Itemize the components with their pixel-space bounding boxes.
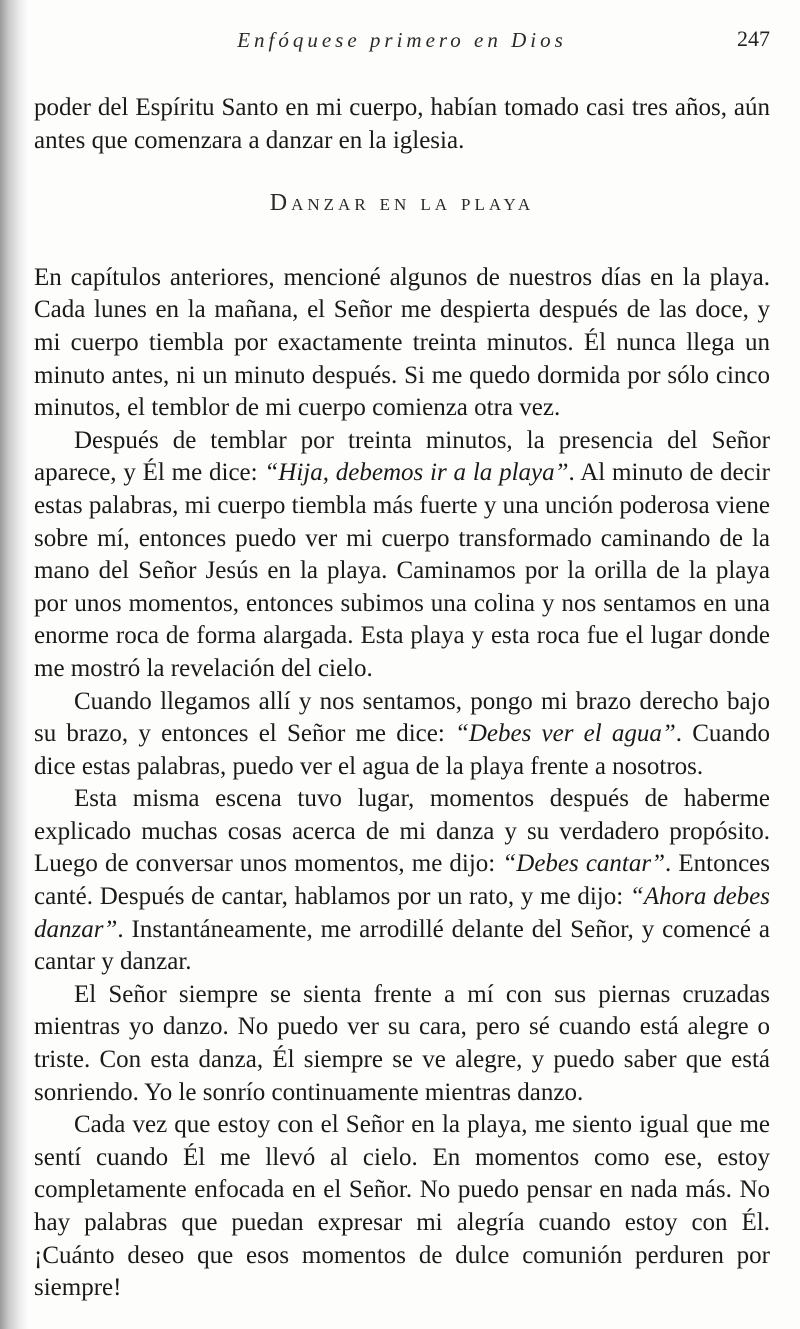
paragraph-continuation: poder del Espíritu Santo en mi cuerpo, habían tomado casi tres años, aún antes que comenzara a danzar en la iglesia.	[34, 94, 770, 154]
paragraph-4-quote-2: “Ahora debes danzar”	[34, 883, 770, 943]
paragraph-4-text-c: . Instantáneamente, me arrodillé delante del Señor, y comencé a cantar y danzar.	[34, 915, 770, 976]
paragraph-6: Cada vez que estoy con el Señor en la playa, me siento igual que me sentí cuando Él me llevó al cielo. En momentos como ese, estoy completamente enfocada en el Señor. No puedo pensar en nada más. No hay palabras que puedan expresar mi alegría cuando estoy con Él. ¡Cuánto deseo que esos momentos de dulce comunión perduren por siempre!	[34, 1111, 770, 1302]
section-heading: Danzar en la playa	[269, 190, 535, 217]
running-title: Enfóquese primero en Dios	[237, 28, 567, 52]
paragraph-3-text-a: Cuando llegamos allí y nos sentamos, pongo mi brazo derecho bajo su brazo, y entonces el Señor me dice:	[34, 687, 770, 748]
paragraph-5: El Señor siempre se sienta frente a mí con sus piernas cruzadas mientras yo danzo. No puedo ver su cara, pero sé cuando está alegre o triste. Con esta danza, Él siempre se ve alegre, y puedo saber que está sonriendo. Yo le sonrío continuamente mientras danzo.	[34, 980, 770, 1106]
paragraph-3	[34, 686, 770, 784]
paragraph-3-quote: “Debes ver el agua”	[454, 720, 676, 748]
paragraph-4-quote-1: “Debes cantar”	[502, 850, 666, 878]
paragraph-1: En capítulos anteriores, mencioné algunos de nuestros días en la playa. Cada lunes en la mañana, el Señor me despierta después de las doce, y mi cuerpo tiembla por exactamente treinta minutos. Él nunca llega un minuto antes, ni un minuto después. Si me quedo dormida por sólo cinco minutos, el temblor de mi cuerpo comienza otra vez.	[34, 263, 770, 422]
paragraph-2-text-a: Después de temblar por treinta minutos, la presencia del Señor aparece, y Él me dice:	[34, 426, 770, 487]
binding-shadow	[0, 0, 28, 1329]
running-header	[34, 22, 770, 58]
paragraph-2-quote: “Hija, debemos ir a la playa”	[264, 459, 569, 487]
paragraph-2-text-b: . Al minuto de decir estas palabras, mi cuerpo tiembla más fuerte y una unción poderosa viene sobre mí, entonces puedo ver mi cuerpo transformado caminando de la mano del Señor Jesús en la playa. Caminamos por la orilla de la playa por unos momentos, entonces subimos una colina y nos sentamos en una enorme roca de forma alargada. Esta playa y esta roca fue el lugar donde me mostró la revelación del cielo.	[34, 459, 770, 682]
body-text	[34, 92, 770, 1305]
paragraph-3-text-b: . Cuando dice estas palabras, puedo ver el agua de la playa frente a nosotros.	[34, 720, 771, 780]
paragraph-4-text-b: . Entonces canté. Después de cantar, hablamos por un rato, y me dijo:	[34, 850, 771, 911]
paragraph-2	[34, 425, 770, 686]
page-number: 247	[737, 26, 770, 51]
paragraph-4-text-a: Esta misma escena tuvo lugar, momentos después de haberme explicado muchas cosas acerca de mi danza y su verdadero propósito. Luego de conversar unos momentos, me dijo:	[34, 785, 770, 878]
paragraph-4	[34, 783, 770, 979]
